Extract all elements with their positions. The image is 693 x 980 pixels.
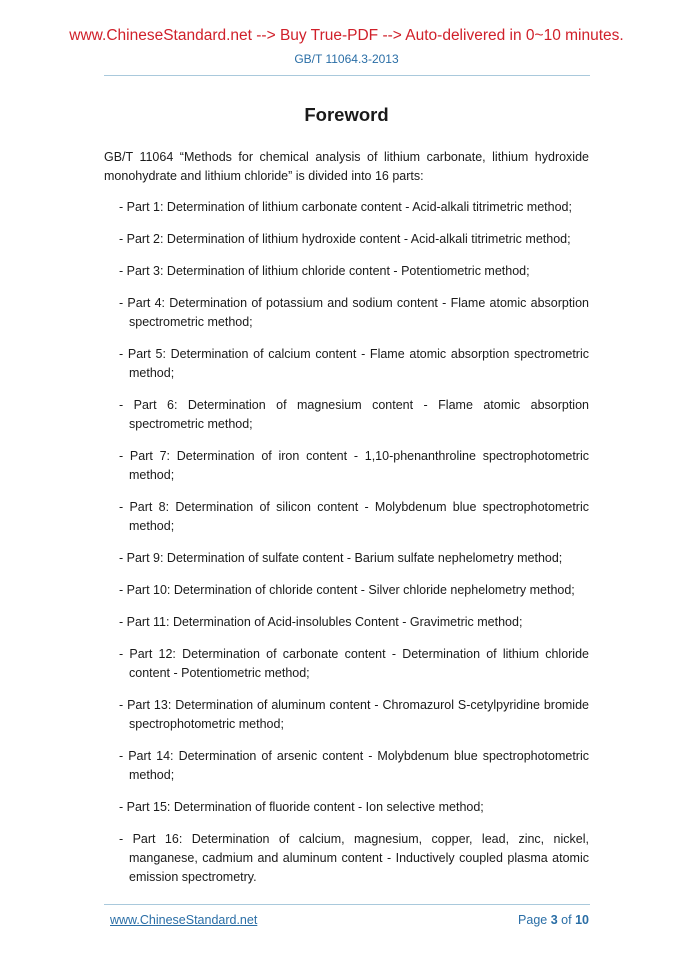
list-item: - Part 7: Determination of iron content - 1,10-phenanthroline spectrophotometric method; [119, 449, 589, 482]
list-item: - Part 14: Determination of arsenic content - Molybdenum blue spectrophotometric method; [119, 749, 589, 782]
total-pages: 10 [575, 913, 589, 927]
list-item: - Part 8: Determination of silicon content - Molybdenum blue spectrophotometric method; [119, 500, 589, 533]
parts-list [104, 198, 589, 887]
list-item: - Part 11: Determination of Acid-insolubles Content - Gravimetric method; [119, 615, 523, 629]
document-body [104, 148, 589, 900]
list-item: - Part 15: Determination of fluoride content - Ion selective method; [119, 800, 484, 814]
header-divider [104, 75, 590, 76]
list-item: - Part 3: Determination of lithium chloride content - Potentiometric method; [119, 264, 530, 278]
page-number [518, 913, 589, 927]
list-item: - Part 4: Determination of potassium and sodium content - Flame atomic absorption spectrometric method; [119, 296, 589, 329]
list-item: - Part 12: Determination of carbonate content - Determination of lithium chloride content - Potentiometric method; [119, 647, 589, 680]
list-item: - Part 2: Determination of lithium hydroxide content - Acid-alkali titrimetric method; [119, 232, 571, 246]
list-item: - Part 1: Determination of lithium carbonate content - Acid-alkali titrimetric method; [119, 200, 572, 214]
intro-paragraph: GB/T 11064 “Methods for chemical analysis of lithium carbonate, lithium hydroxide monohydrate and lithium chloride” is divided into 16 parts: [104, 150, 589, 183]
list-item: - Part 5: Determination of calcium content - Flame atomic absorption spectrometric method; [119, 347, 589, 380]
list-item: - Part 16: Determination of calcium, magnesium, copper, lead, zinc, nickel, manganese, cadmium and aluminum content - Inductively coupled plasma atomic emission spectrometry. [119, 832, 589, 884]
footer-divider [104, 904, 590, 905]
list-item: - Part 10: Determination of chloride content - Silver chloride nephelometry method; [119, 583, 575, 597]
page-title: Foreword [304, 104, 389, 125]
page-label: Page [518, 913, 548, 927]
current-page: 3 [550, 913, 558, 927]
list-item: - Part 9: Determination of sulfate content - Barium sulfate nephelometry method; [119, 551, 563, 565]
promo-banner-link[interactable]: www.ChineseStandard.net --> Buy True-PDF --> Auto-delivered in 0~10 minutes. [69, 27, 624, 44]
standard-code: GB/T 11064.3-2013 [294, 52, 399, 66]
list-item: - Part 13: Determination of aluminum content - Chromazurol S-cetylpyridine bromide spectrophotometric method; [119, 698, 589, 731]
list-item: - Part 6: Determination of magnesium content - Flame atomic absorption spectrometric method; [119, 398, 589, 431]
footer-website-link[interactable]: www.ChineseStandard.net [110, 913, 258, 927]
page-of-label: of [561, 913, 572, 927]
